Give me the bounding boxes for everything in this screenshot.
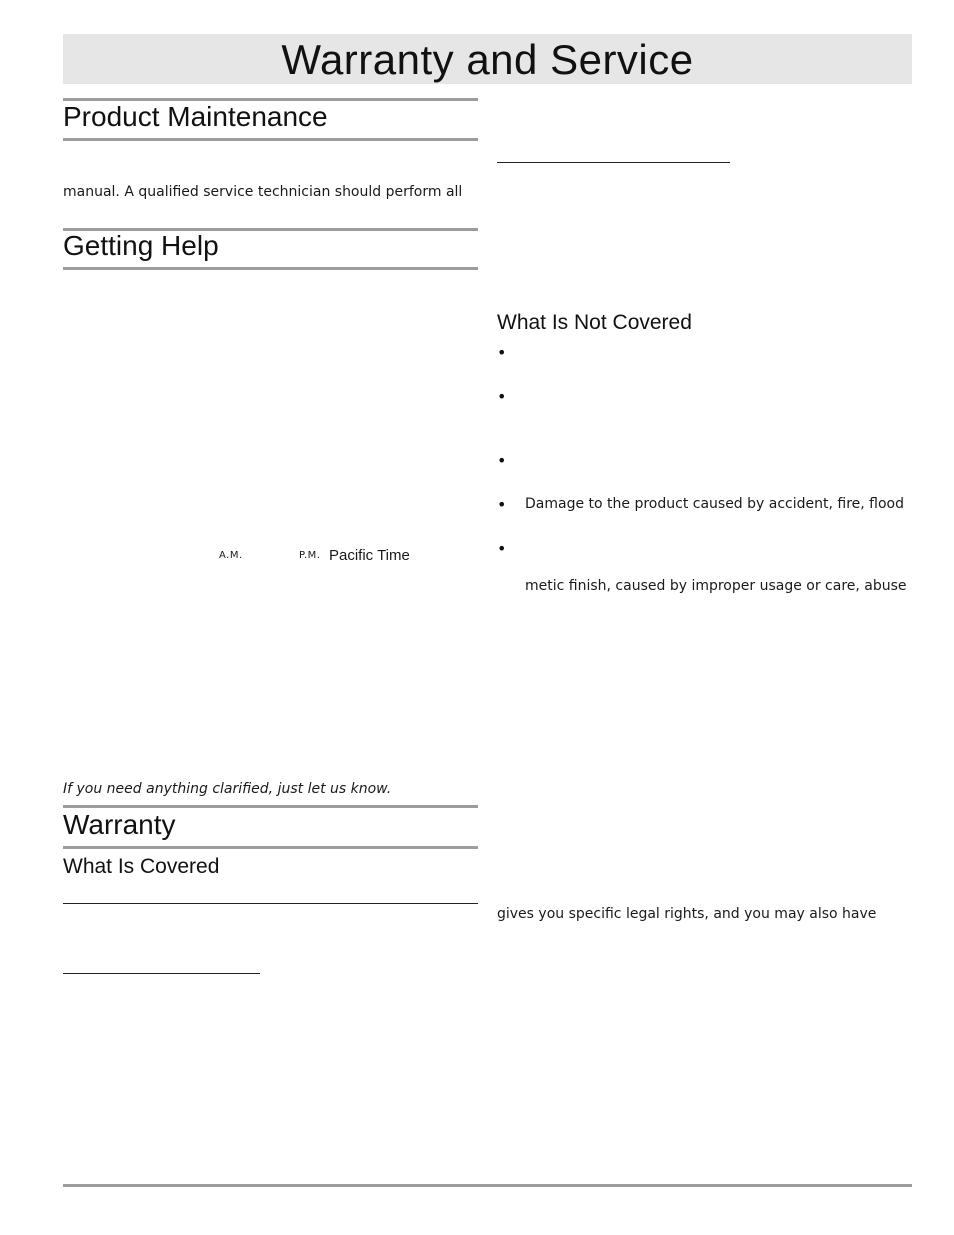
underline-rule (497, 162, 730, 163)
underline-rule (63, 973, 260, 974)
hours-timezone: Pacific Time (329, 547, 410, 564)
what-is-covered-heading: What Is Covered (63, 855, 220, 878)
bullet-marker: • (497, 539, 507, 558)
bullet-marker: • (497, 451, 507, 470)
getting-help-heading: Getting Help (63, 230, 219, 261)
underline-rule (63, 903, 478, 904)
section-rule-bottom (63, 267, 478, 270)
product-maintenance-heading: Product Maintenance (63, 101, 328, 132)
not-covered-item-damage: Damage to the product caused by accident, fire, flood (525, 496, 905, 512)
warranty-heading: Warranty (63, 809, 176, 840)
bullet-marker: • (497, 343, 507, 362)
legal-rights-text: gives you specific legal rights, and you may also have (497, 906, 877, 922)
clarify-note: If you need anything clarified, just let us know. (63, 781, 392, 797)
section-rule-bottom (63, 846, 478, 849)
not-covered-item-finish: metic finish, caused by improper usage or care, abuse (525, 578, 907, 594)
hours-pm: P.M. (299, 550, 321, 561)
section-rule-bottom (63, 138, 478, 141)
product-maintenance-text: manual. A qualified service technician should perform all (63, 184, 463, 200)
title-banner (63, 34, 912, 84)
footer-rule (63, 1184, 912, 1187)
section-rule-top (63, 805, 478, 808)
what-is-not-covered-heading: What Is Not Covered (497, 311, 692, 334)
page-title: Warranty and Service (281, 36, 694, 83)
bullet-marker: • (497, 387, 507, 406)
hours-am: A.M. (219, 550, 243, 561)
bullet-marker: • (497, 495, 507, 514)
